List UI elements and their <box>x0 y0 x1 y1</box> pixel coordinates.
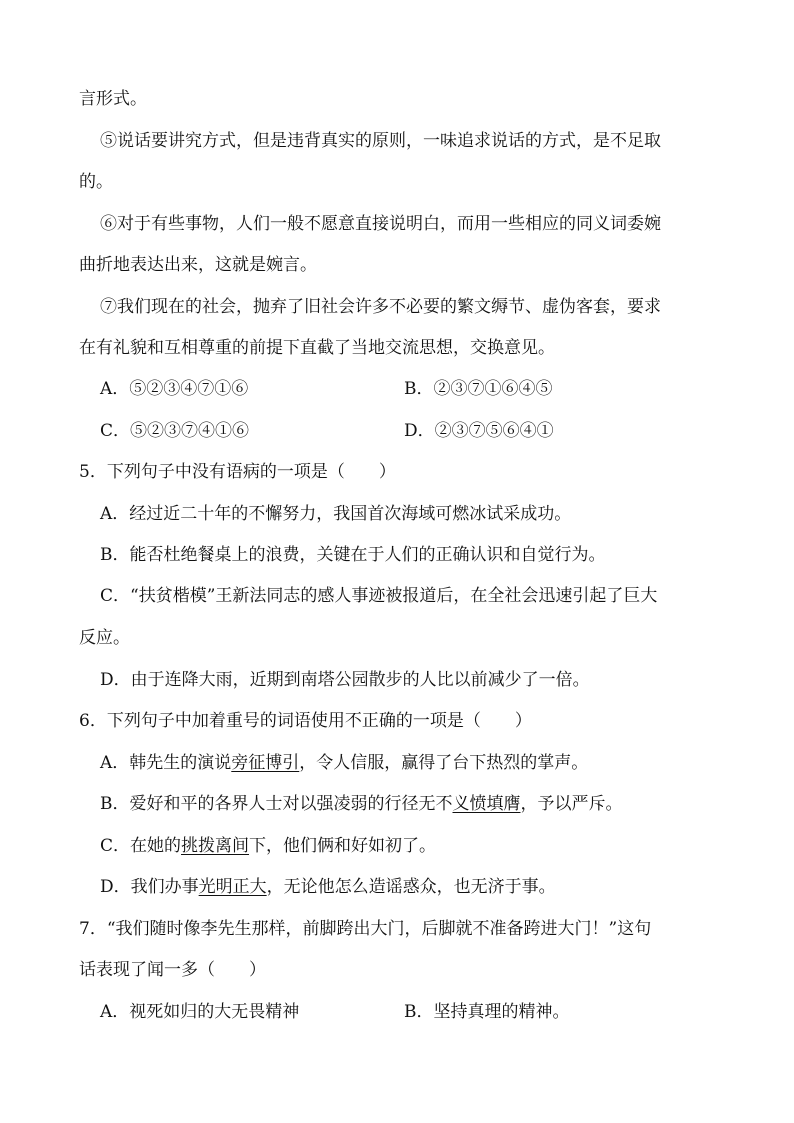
q5-stem: 5．下列句子中没有语病的一项是（ ） <box>79 462 396 482</box>
sentence-6-line-1: ⑥对于有些事物，人们一般不愿意直接说明白，而用一些相应的同义词委婉 <box>100 214 661 234</box>
q6-a-underlined-word: 旁征博引 <box>231 753 300 773</box>
q5-option-c-line-2: 反应。 <box>79 628 130 648</box>
q6-option-a <box>100 752 588 774</box>
q4-option-a: A．⑤②③④⑦①⑥ <box>100 379 249 399</box>
q6-c-text: C．在她的 <box>100 836 182 856</box>
q6-d-underlined-word: 光明正大 <box>198 877 267 897</box>
q7-stem-line-2: 话表现了闻一多（ ） <box>79 960 266 980</box>
q6-stem: 6．下列句子中加着重号的词语使用不正确的一项是（ ） <box>79 711 532 731</box>
q5-option-a: A．经过近二十年的不懈努力，我国首次海域可燃冰试采成功。 <box>100 504 572 524</box>
q6-c-underlined-word: 挑拨离间 <box>181 836 250 856</box>
sentence-5-line-2: 的。 <box>79 172 113 192</box>
q4-option-b: B．②③⑦①⑥④⑤ <box>404 379 553 399</box>
q6-c-text-end: 下，他们俩和好如初了。 <box>249 836 437 856</box>
q5-option-d: D．由于连降大雨，近期到南塔公园散步的人比以前减少了一倍。 <box>100 670 590 690</box>
text-line: 言形式。 <box>79 89 147 109</box>
q6-a-text-end: ，令人信服，赢得了台下热烈的掌声。 <box>299 753 589 773</box>
q4-option-c: C．⑤②③⑦④①⑥ <box>100 421 250 441</box>
q6-b-text-end: ，予以严斥。 <box>520 794 623 814</box>
q7-option-a: A．视死如归的大无畏精神 <box>100 1002 300 1022</box>
q6-option-c <box>100 835 436 857</box>
sentence-7-line-2: 在有礼貌和互相尊重的前提下直截了当地交流思想，交换意见。 <box>79 338 555 358</box>
q7-option-b: B．坚持真理的精神。 <box>404 1002 570 1022</box>
q6-d-text-end: ，无论他怎么造谣惑众，也无济于事。 <box>266 877 556 897</box>
q6-b-text: B．爱好和平的各界人士对以强凌弱的行径无不 <box>100 794 453 814</box>
sentence-6-line-2: 曲折地表达出来，这就是婉言。 <box>79 255 317 275</box>
sentence-5-line-1: ⑤说话要讲究方式，但是违背真实的原则，一味追求说话的方式，是不足取 <box>100 131 661 151</box>
q5-option-b: B．能否杜绝餐桌上的浪费，关键在于人们的正确认识和自觉行为。 <box>100 545 606 565</box>
q6-option-d <box>100 876 556 898</box>
sentence-7-line-1: ⑦我们现在的社会，抛弃了旧社会许多不必要的繁文缛节、虚伪客套，要求 <box>100 297 661 317</box>
q6-d-text: D．我们办事 <box>100 877 199 897</box>
q6-b-underlined-word: 义愤填膺 <box>452 794 521 814</box>
q5-option-c-line-1: C．“扶贫楷模”王新法同志的感人事迹被报道后，在全社会迅速引起了巨大 <box>100 586 658 606</box>
q6-a-text: A．韩先生的演说 <box>100 753 232 773</box>
q7-stem-line-1: 7．“我们随时像李先生那样，前脚跨出大门，后脚就不准备跨进大门！”这句 <box>79 919 652 939</box>
q6-option-b <box>100 793 623 815</box>
q4-option-d: D．②③⑦⑤⑥④① <box>404 421 554 441</box>
